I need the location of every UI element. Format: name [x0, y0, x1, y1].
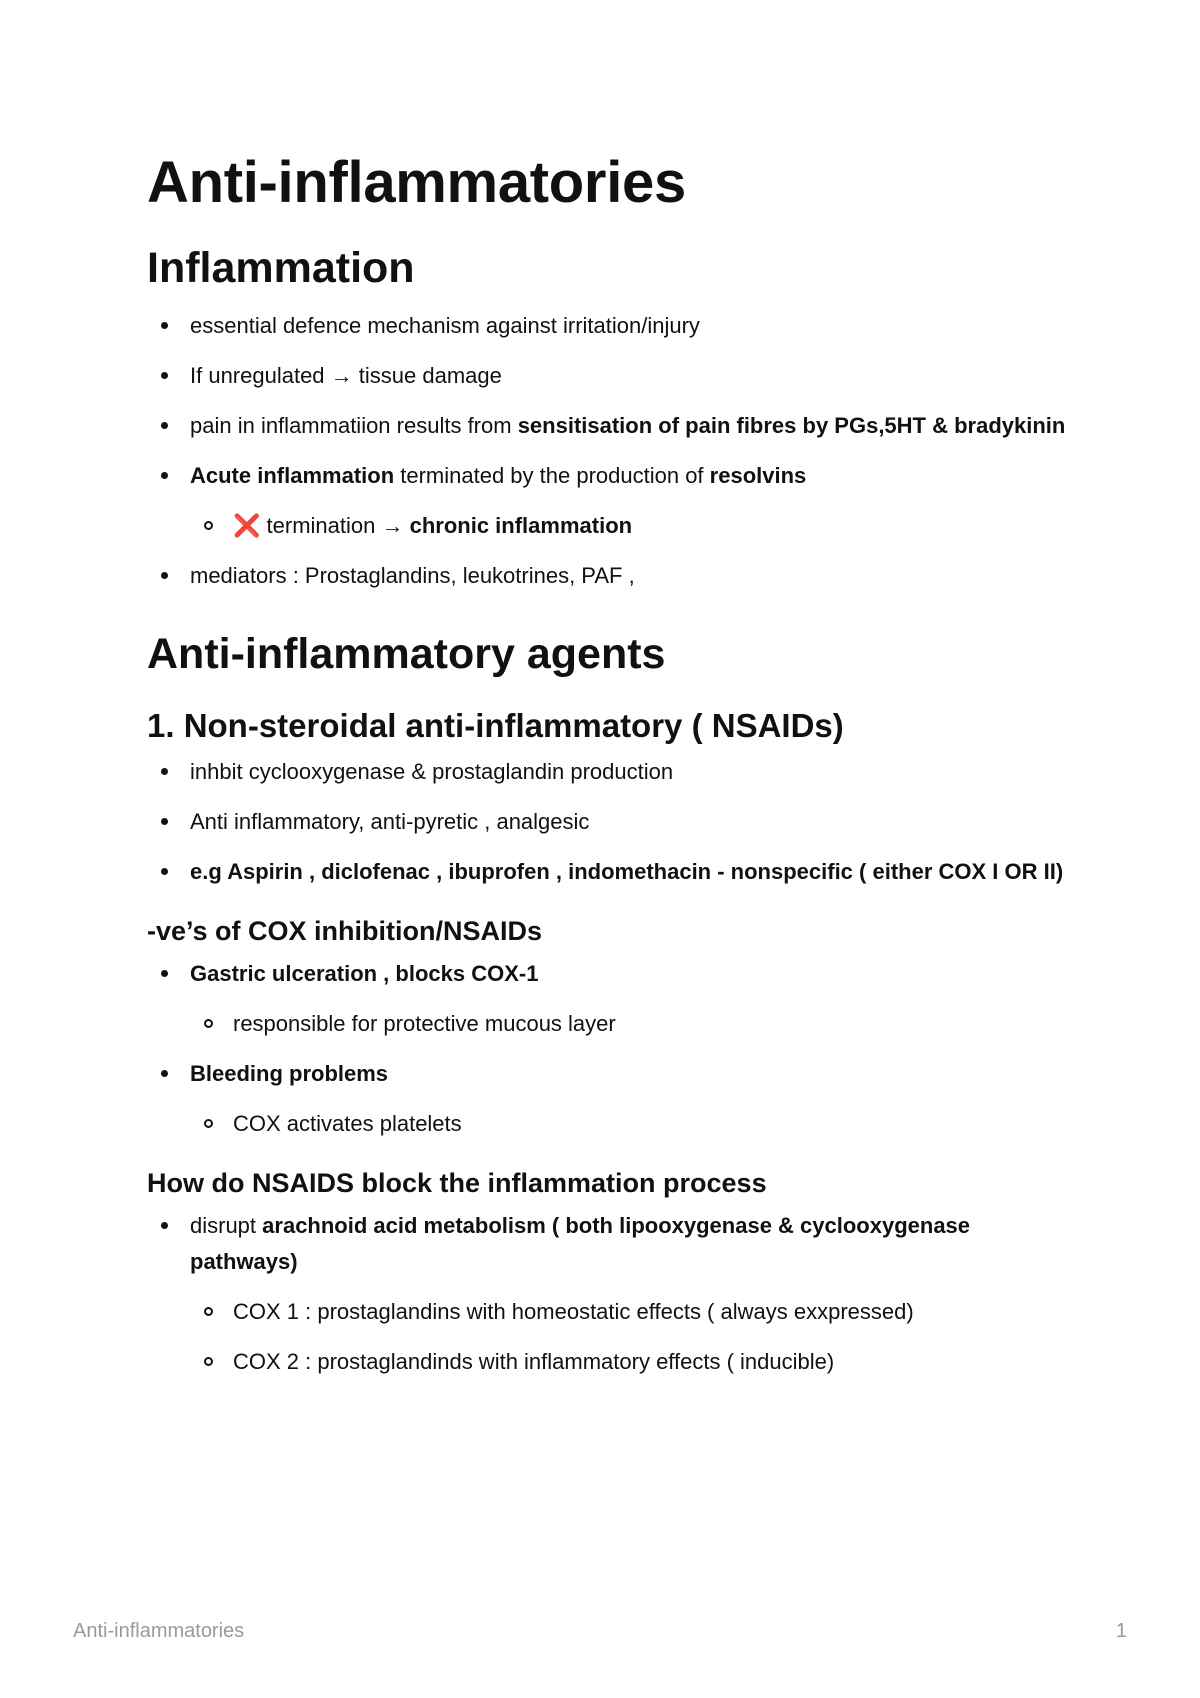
sub-list: [190, 1006, 1067, 1042]
heading-nsaids-block: How do NSAIDS block the inflammation process: [147, 1168, 767, 1198]
heading-negatives: -ve’s of COX inhibition/NSAIDs: [147, 916, 543, 946]
negatives-list: [147, 956, 1067, 1142]
list-item: disrupt arachnoid acid metabolism ( both lipooxygenase & cyclooxygenase pathways) COX 1 : prostaglandins with homeostatic effects ( always exxpressed) COX 2 : prostaglandinds with inflammatory effects ( inducible): [147, 1208, 1067, 1380]
arrow-icon: →: [375, 513, 410, 538]
list-item: inhbit cyclooxygenase & prostaglandin production: [147, 754, 1067, 790]
heading-inflammation: Inflammation: [147, 244, 415, 292]
page-number: 1: [1115, 1620, 1127, 1642]
nsaids-list: [147, 754, 1067, 890]
page-footer: [73, 1620, 1127, 1643]
cross-mark-icon: ❌: [233, 513, 261, 538]
heading-nsaids: 1. Non-steroidal anti-inflammatory ( NSAIDs): [147, 707, 844, 744]
heading-anti-inflammatory-agents: Anti-inflammatory agents: [147, 630, 666, 678]
arrow-icon: →: [324, 363, 359, 388]
sub-list-item: responsible for protective mucous layer: [190, 1006, 1067, 1042]
list-item: mediators : Prostaglandins, leukotrines, PAF ,: [147, 558, 1067, 594]
footer-title: Anti-inflammatories: [73, 1620, 245, 1642]
page-title: Anti-inflammatories: [147, 150, 686, 215]
list-item: Gastric ulceration , blocks COX-1 responsible for protective mucous layer: [147, 956, 1067, 1042]
sub-list-item: COX 2 : prostaglandinds with inflammatory effects ( inducible): [190, 1344, 1067, 1380]
list-item: e.g Aspirin , diclofenac , ibuprofen , indomethacin - nonspecific ( either COX I OR II): [147, 854, 1067, 890]
block-list: [147, 1208, 1067, 1380]
inflammation-list: [147, 308, 1067, 594]
document-page: [147, 150, 1067, 1394]
sub-list: [190, 1294, 1067, 1380]
sub-list-item: COX activates platelets: [190, 1106, 1067, 1142]
list-item: essential defence mechanism against irritation/injury: [147, 308, 1067, 344]
list-item: Acute inflammation terminated by the production of resolvins ❌ termination → chronic inflammation: [147, 458, 1067, 544]
list-item: pain in inflammatiion results from sensitisation of pain fibres by PGs,5HT & bradykinin: [147, 408, 1067, 444]
sub-list: [190, 508, 1067, 544]
sub-list-item: ❌ termination → chronic inflammation: [190, 508, 1067, 544]
sub-list-item: COX 1 : prostaglandins with homeostatic effects ( always exxpressed): [190, 1294, 1067, 1330]
list-item: Bleeding problems COX activates platelets: [147, 1056, 1067, 1142]
list-item: If unregulated → tissue damage: [147, 358, 1067, 394]
list-item: Anti inflammatory, anti-pyretic , analgesic: [147, 804, 1067, 840]
sub-list: [190, 1106, 1067, 1142]
